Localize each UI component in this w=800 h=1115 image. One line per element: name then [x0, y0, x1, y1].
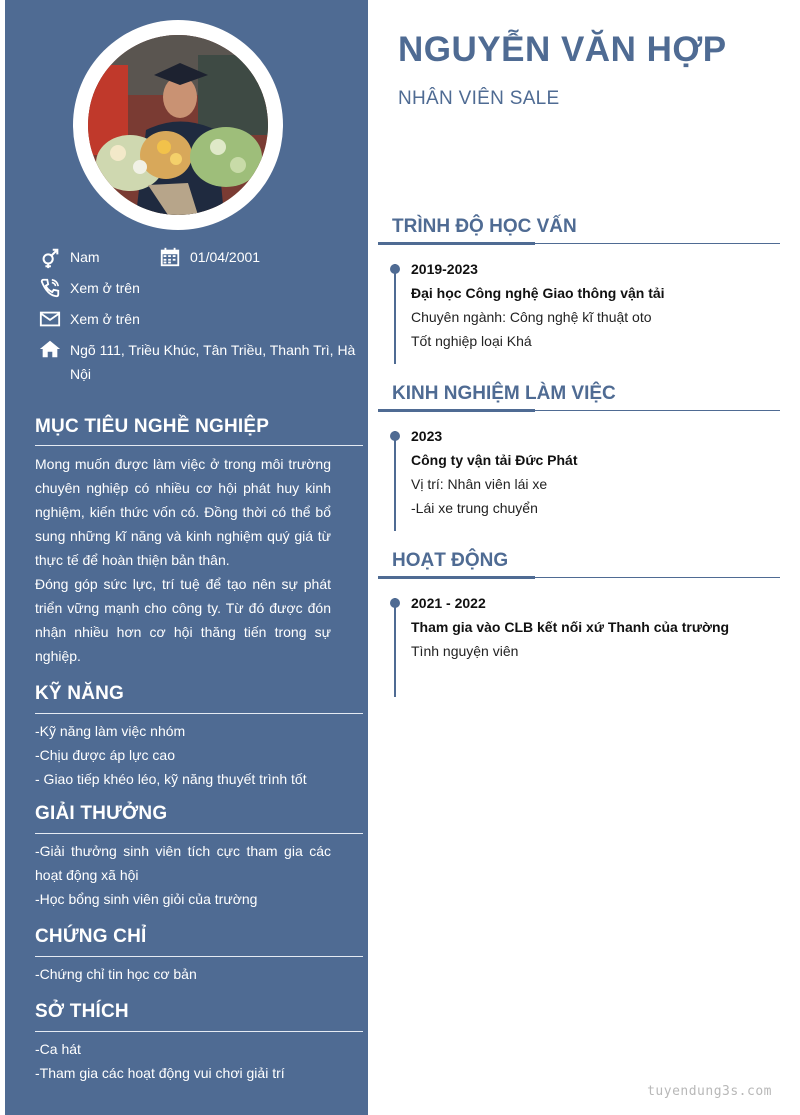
education-period: 2019-2023 [411, 261, 478, 277]
watermark: tuyendung3s.com [647, 1084, 772, 1099]
career-goal-line: nhận nhiều hơn cơ hội thăng tiến trong sự [35, 624, 331, 640]
candidate-name: NGUYỄN VĂN HỢP [398, 30, 727, 69]
career-goal-line: triển vững mạnh cho công ty. Từ đó được đón [35, 600, 331, 616]
hobbies-divider [35, 1031, 363, 1032]
skill-item: -Chịu được áp lực cao [35, 747, 175, 763]
activities-heading: HOẠT ĐỘNG [392, 550, 509, 571]
career-goal-line: Đóng góp sức lực, trí tuệ để tạo nên sự phát [35, 576, 331, 592]
experience-timeline [394, 431, 396, 531]
activity-name: Tham gia vào CLB kết nối xứ Thanh của trường [411, 619, 730, 635]
email-value: Xem ở trên [70, 311, 140, 327]
experience-period: 2023 [411, 428, 443, 444]
skills-heading: KỸ NĂNG [35, 683, 125, 704]
education-heading: TRÌNH ĐỘ HỌC VẤN [392, 216, 577, 237]
experience-divider-accent [378, 409, 535, 412]
gender-value: Nam [70, 249, 100, 265]
hobby-item: -Tham gia các hoạt động vui chơi giải trí [35, 1065, 285, 1081]
gender-icon [39, 247, 61, 269]
experience-detail: -Lái xe trung chuyển [411, 500, 538, 516]
activities-divider-accent [378, 576, 535, 579]
calendar-icon [159, 246, 181, 268]
award-line: -Giải thưởng sinh viên tích cực tham gia các [35, 843, 331, 859]
education-divider-accent [378, 242, 535, 245]
skills-divider [35, 713, 363, 714]
certificates-list [35, 962, 331, 986]
candidate-title: NHÂN VIÊN SALE [398, 88, 560, 109]
career-goal-line: nghiệp. [35, 648, 81, 664]
awards-divider [35, 833, 363, 834]
education-school: Đại học Công nghệ Giao thông vận tải [411, 285, 665, 301]
education-major: Chuyên ngành: Công nghệ kĩ thuật oto [411, 309, 652, 325]
skills-list [35, 719, 331, 791]
career-goal-line: sung những kĩ năng và kinh nghiệm quý giá từ [35, 528, 331, 544]
skill-item: - Giao tiếp khéo léo, kỹ năng thuyết trình tốt [35, 771, 307, 787]
experience-timeline-dot [390, 431, 400, 441]
avatar [88, 35, 268, 215]
career-goal-line: Mong muốn được làm việc ở trong môi trường [35, 456, 331, 472]
hobbies-list [35, 1037, 331, 1085]
hobby-item: -Ca hát [35, 1041, 81, 1057]
hobbies-heading: SỞ THÍCH [35, 1001, 129, 1022]
activity-role: Tình nguyện viên [411, 643, 519, 659]
activity-period: 2021 - 2022 [411, 595, 486, 611]
certificates-heading: CHỨNG CHỈ [35, 926, 147, 947]
address-line-2: Nội [70, 366, 92, 382]
education-timeline-dot [390, 264, 400, 274]
address-line-1: Ngõ 111, Triều Khúc, Tân Triều, Thanh Trì, Hà [70, 342, 356, 358]
awards-list [35, 839, 331, 911]
activities-timeline [394, 598, 396, 697]
education-grade: Tốt nghiệp loại Khá [411, 333, 532, 349]
experience-company: Công ty vận tải Đức Phát [411, 452, 578, 468]
career-goal-line: nghiệm, kiến thức vốn có. Đồng thời có thể bổ [35, 504, 331, 520]
dob-value: 01/04/2001 [190, 249, 261, 265]
activities-timeline-dot [390, 598, 400, 608]
email-icon [39, 308, 61, 330]
career-goal-text [35, 452, 331, 668]
award-line: hoạt động xã hội [35, 867, 139, 883]
career-goal-line: thực tế để hoàn thiện bản thân. [35, 552, 230, 568]
experience-position: Vị trí: Nhân viên lái xe [411, 476, 548, 492]
skill-item: -Kỹ năng làm việc nhóm [35, 723, 186, 739]
phone-icon [39, 277, 61, 299]
education-timeline [394, 264, 396, 364]
award-line: -Học bổng sinh viên giỏi của trường [35, 891, 258, 907]
career-goal-line: chuyên nghiệp có nhiều cơ hội phát huy kinh [35, 480, 331, 496]
career-goal-heading: MỤC TIÊU NGHỀ NGHIỆP [35, 416, 270, 437]
phone-value: Xem ở trên [70, 280, 140, 296]
experience-heading: KINH NGHIỆM LÀM VIỆC [392, 383, 616, 404]
career-goal-divider [35, 445, 363, 446]
certificate-item: -Chứng chỉ tin học cơ bản [35, 966, 197, 982]
home-icon [39, 338, 61, 360]
certificates-divider [35, 956, 363, 957]
awards-heading: GIẢI THƯỞNG [35, 803, 168, 824]
